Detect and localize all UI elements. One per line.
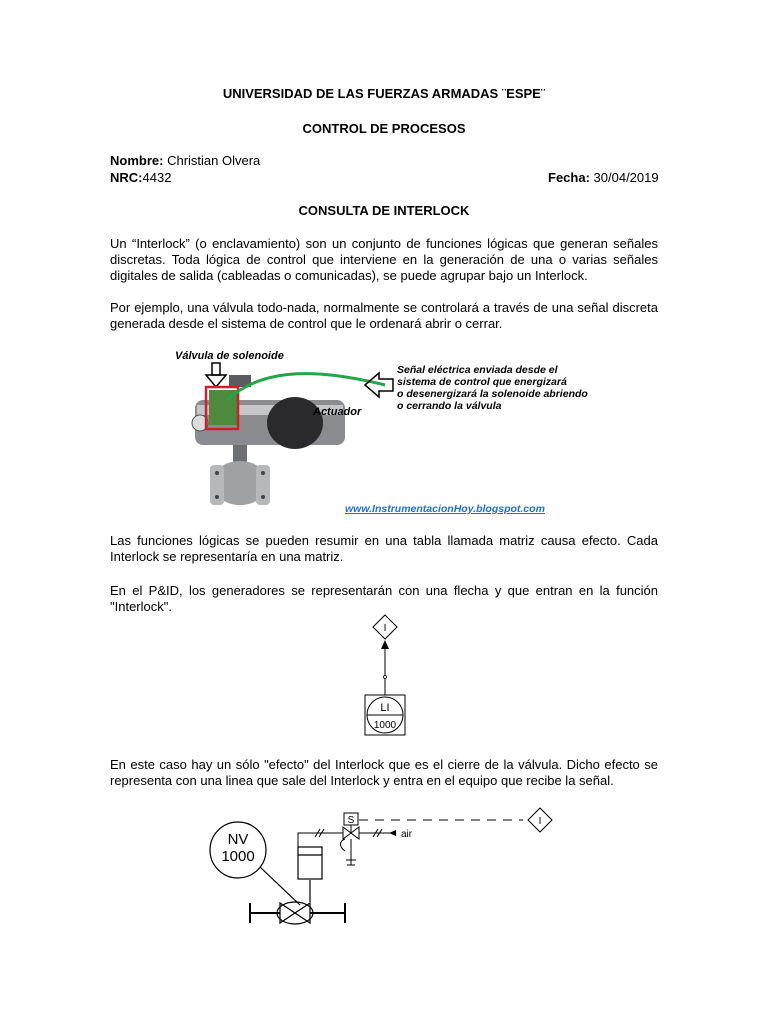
- vent-arrow: [341, 839, 346, 851]
- air-arrow-icon: [389, 830, 396, 836]
- university-title: UNIVERSIDAD DE LAS FUERZAS ARMADAS ¨ESPE¨: [222, 86, 546, 101]
- tag-leader-line: [260, 867, 300, 905]
- name-label: Nombre:: [110, 153, 164, 168]
- solenoid-symbol: S: [347, 815, 355, 826]
- date-row: [548, 170, 659, 185]
- valve-photo-figure: [165, 345, 605, 520]
- callout-line-1: Señal eléctrica enviada desde el: [397, 364, 558, 376]
- nrc-row: [110, 170, 171, 185]
- callout-line-2: sistema de control que energizará: [397, 376, 567, 388]
- valve-tag: NV: [227, 831, 249, 848]
- name-value: Christian Olvera: [167, 153, 261, 168]
- solenoid-label: Válvula de solenoide: [175, 350, 284, 362]
- course-title: CONTROL DE PROCESOS: [302, 121, 466, 136]
- interlock-symbol-right: I: [538, 816, 542, 827]
- arrow-head-icon: [381, 640, 389, 649]
- air-label: air: [401, 829, 413, 840]
- level-indicator-diagram: [350, 612, 420, 740]
- name-row: [110, 153, 260, 168]
- valve-symbol: [280, 903, 310, 923]
- paragraph-pid-generators: En el P&ID, los generadores se representarán con una flecha y que entran en la función "Interlock".: [110, 583, 658, 614]
- source-watermark: www.InstrumentacionHoy.blogspot.com: [345, 503, 545, 515]
- actuator-symbol: [298, 847, 322, 879]
- date-label: Fecha:: [548, 170, 590, 185]
- paragraph-example: Por ejemplo, una válvula todo-nada, normalmente se controlará a través de una señal discreta generada desde el sistema de control que le ordenará abrir o cerrar.: [110, 300, 658, 331]
- document-title: CONSULTA DE INTERLOCK: [298, 203, 470, 218]
- paragraph-effect: En este caso hay un sólo "efecto" del Interlock que es el cierre de la válvula. Dicho efecto se representa con una linea que sale del Interlock y entra en el equipo que recibe la señal.: [110, 757, 658, 788]
- interlock-symbol-top: I: [383, 623, 387, 634]
- paragraph-interlock-definition: Un “Interlock” (o enclavamiento) son un conjunto de funciones lógicas que generan señales discretas. Toda lógica de control que interviene en la generación de una o varias señales digitales de salida (cableadas o comunicadas), se puede agrupar bajo un Interlock.: [110, 236, 658, 283]
- valve-interlock-diagram: [205, 805, 570, 935]
- date-value: 30/04/2019: [593, 170, 659, 185]
- actuator-label: Actuador: [313, 406, 362, 418]
- instrument-tag: LI: [380, 702, 390, 714]
- callout-line-4: o cerrando la válvula: [397, 400, 502, 412]
- callout-line-3: o desenergizará la solenoide abriendo: [397, 388, 588, 400]
- paragraph-cause-effect: Las funciones lógicas se pueden resumir en una tabla llamada matriz causa efecto. Cada Interlock se representaría en una matriz.: [110, 533, 658, 564]
- instrument-number: 1000: [373, 720, 397, 731]
- valve-number: 1000: [221, 848, 255, 865]
- nrc-value: 4432: [142, 170, 172, 185]
- nrc-label: NRC:: [110, 170, 143, 185]
